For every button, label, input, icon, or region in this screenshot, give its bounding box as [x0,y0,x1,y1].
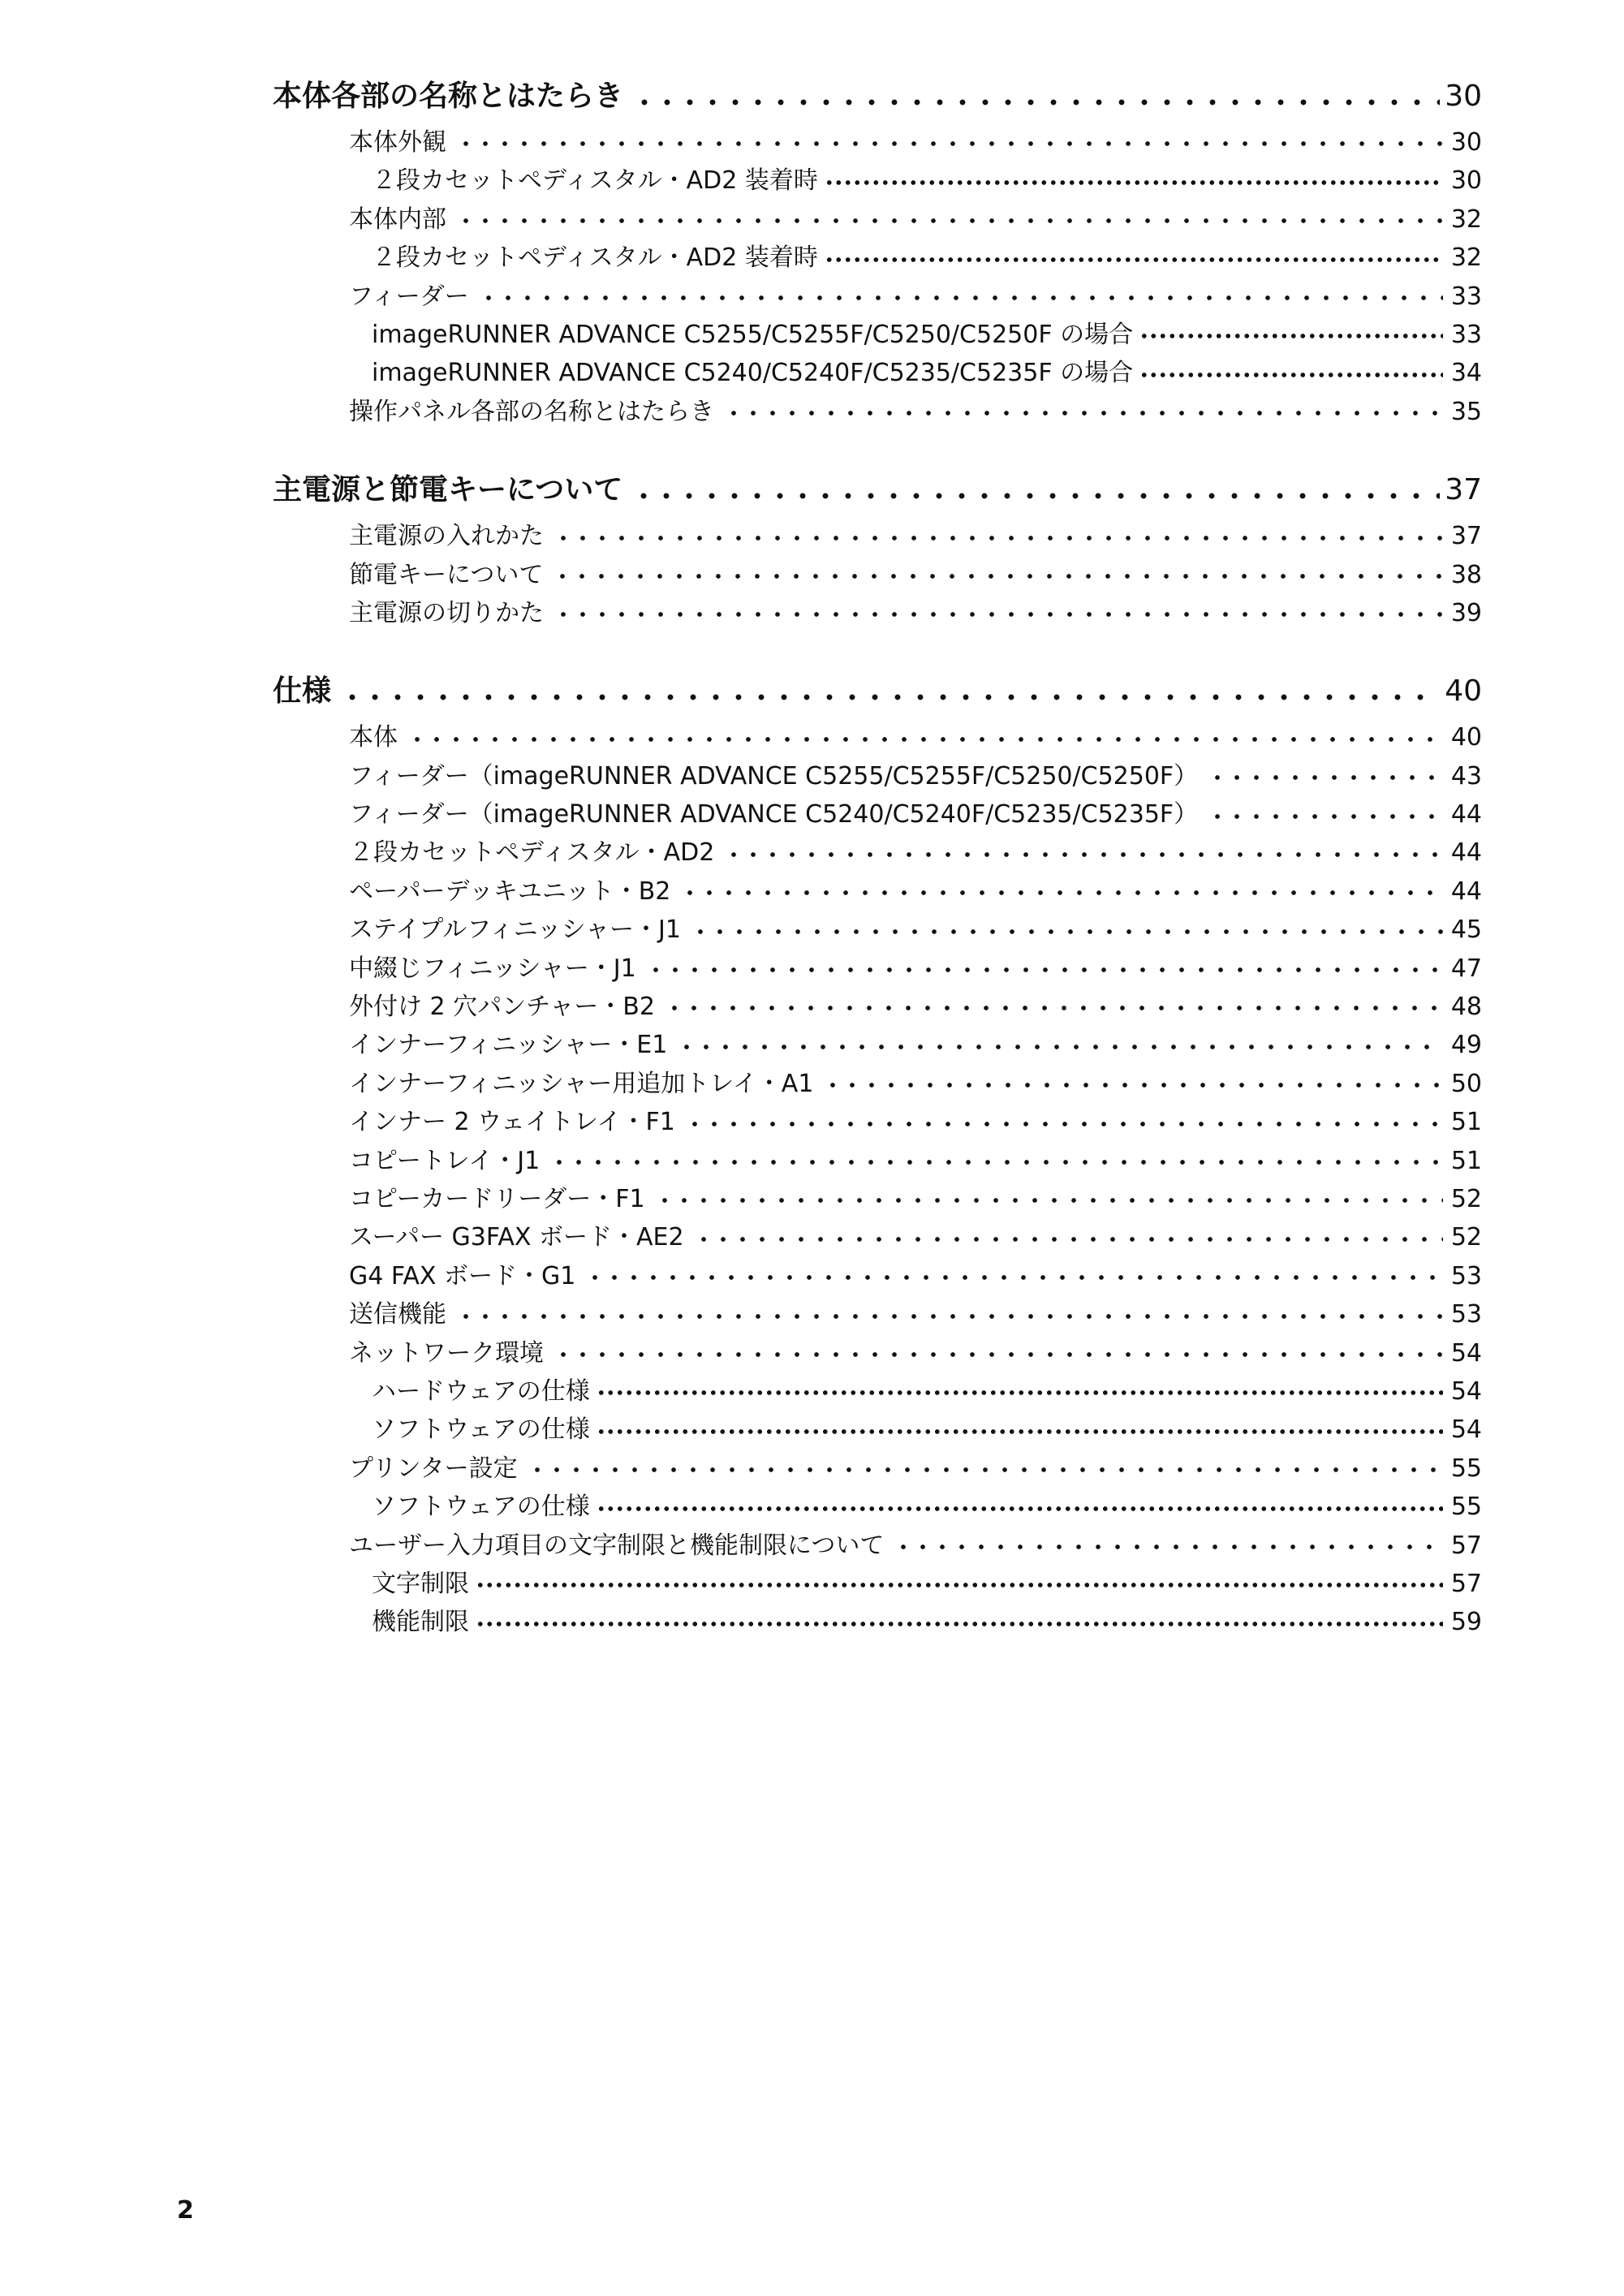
toc-section-heading[interactable] [273,73,1482,122]
dot-leader [628,73,1440,122]
dot-leader [823,160,1443,198]
dot-leader [627,467,1440,515]
toc-section [273,668,1482,1639]
toc-entry-title: 本体各部の名称とはたらき [273,80,624,113]
toc-entry-page: 57 [1450,1569,1482,1598]
toc-entry[interactable] [273,794,1482,832]
toc-entry-page: 55 [1450,1493,1482,1522]
toc-entry-page: 35 [1450,397,1482,426]
toc-entry-title: フィーダー [349,282,469,311]
dot-leader [595,1409,1443,1447]
toc-subentry[interactable] [273,1601,1482,1639]
toc-section [273,73,1482,429]
dot-leader [1203,794,1443,832]
toc-entry[interactable] [273,1217,1482,1255]
toc-entry[interactable] [273,122,1482,160]
toc-subentry[interactable] [273,160,1482,198]
toc-entry-title: 主電源と節電キーについて [273,473,623,507]
dot-leader [686,909,1443,947]
toc-entry-title: ネットワーク環境 [349,1338,544,1368]
toc-entry-title: 本体外観 [349,128,446,157]
toc-entry-page: 45 [1450,915,1482,945]
toc-subentry[interactable] [273,1409,1482,1447]
dot-leader [641,948,1443,986]
toc-entry-page: 57 [1450,1531,1482,1560]
toc-entry[interactable] [273,515,1482,554]
dot-leader [719,832,1443,870]
toc-entry-page: 55 [1450,1454,1482,1483]
toc-entry-page: 30 [1450,128,1482,157]
toc-entry-title: スーパー G3FAX ボード・AE2 [349,1223,684,1252]
toc-entry[interactable] [273,1178,1482,1217]
toc-entry[interactable] [273,199,1482,237]
toc-entry-page: 44 [1450,877,1482,906]
dot-leader [580,1256,1443,1294]
toc-entry-page: 52 [1450,1223,1482,1252]
toc-entry-title: コピーカードリーダー・F1 [349,1184,645,1213]
toc-entry-page: 37 [1445,473,1482,507]
toc-entry-page: 38 [1450,560,1482,589]
toc-entry-page: 30 [1450,166,1482,196]
toc-entry-title: G4 FAX ボード・G1 [349,1261,576,1290]
toc-entry[interactable] [273,717,1482,755]
table-of-contents [273,73,1482,1678]
toc-entry-title: プリンター設定 [349,1454,518,1483]
toc-entry-page: 47 [1450,954,1482,983]
dot-leader [595,1371,1443,1409]
dot-leader [1138,352,1443,390]
toc-entry-title: フィーダー（imageRUNNER ADVANCE C5255/C5255F/C5250/C5250F） [349,761,1199,790]
toc-subentry[interactable] [273,1486,1482,1524]
toc-section [273,467,1482,631]
toc-entry-title: 機能制限 [372,1608,469,1637]
dot-leader [823,237,1443,275]
dot-leader [451,122,1443,160]
toc-subentry[interactable] [273,352,1482,390]
toc-entry-page: 44 [1450,838,1482,868]
toc-entry[interactable] [273,909,1482,947]
dot-leader [1138,314,1443,352]
toc-entry[interactable] [273,1256,1482,1294]
dot-leader [660,986,1443,1024]
toc-entry-page: 33 [1450,320,1482,349]
toc-entry-title: インナーフィニッシャー用追加トレイ・A1 [349,1069,814,1098]
toc-entry-title: ユーザー入力項目の文字制限と機能制限について [349,1531,885,1560]
toc-entry-title: 主電源の入れかた [349,522,544,551]
toc-entry-title: 中綴じフィニッシャー・J1 [349,954,636,983]
toc-entry-page: 51 [1450,1108,1482,1137]
toc-entry-title: 文字制限 [372,1569,469,1598]
toc-entry-title: 本体内部 [349,205,446,234]
toc-entry[interactable] [273,1024,1482,1062]
toc-entry-page: 59 [1450,1608,1482,1637]
dot-leader [474,1601,1443,1639]
toc-entry[interactable] [273,1448,1482,1486]
toc-entry-title: ステイプルフィニッシャー・J1 [349,915,681,945]
toc-entry-page: 51 [1450,1146,1482,1175]
toc-entry-page: 43 [1450,761,1482,790]
toc-entry-title: ２段カセットペディスタル・AD2 [349,838,715,868]
dot-leader [403,717,1443,755]
toc-entry-title: imageRUNNER ADVANCE C5255/C5255F/C5250/C5250F の場合 [372,320,1134,349]
dot-leader [549,592,1443,631]
toc-entry-page: 52 [1450,1184,1482,1213]
dot-leader [451,199,1443,237]
dot-leader [680,1101,1443,1139]
toc-subentry[interactable] [273,314,1482,352]
dot-leader [675,871,1443,909]
toc-entry[interactable] [273,832,1482,870]
toc-entry-title: imageRUNNER ADVANCE C5240/C5240F/C5235/C5235F の場合 [372,359,1134,388]
toc-entry[interactable] [273,1333,1482,1371]
toc-entry[interactable] [273,1525,1482,1563]
toc-entry-page: 50 [1450,1069,1482,1098]
toc-section-heading[interactable] [273,668,1482,717]
toc-entry-page: 32 [1450,243,1482,273]
toc-entry-title: ソフトウェアの仕様 [372,1415,590,1445]
toc-subentry[interactable] [273,1563,1482,1601]
toc-entry-page: 49 [1450,1031,1482,1060]
dot-leader [549,1333,1443,1371]
dot-leader [1203,756,1443,794]
toc-entry-page: 30 [1445,80,1482,113]
toc-entry-page: 40 [1450,723,1482,752]
toc-subentry[interactable] [273,237,1482,275]
toc-entry[interactable] [273,592,1482,631]
toc-section-heading[interactable] [273,467,1482,515]
dot-leader [336,668,1440,717]
dot-leader [689,1217,1443,1255]
toc-entry-title: 本体 [349,723,398,752]
toc-entry-title: インナー 2 ウェイトレイ・F1 [349,1108,675,1137]
toc-entry[interactable] [273,1101,1482,1139]
toc-entry-title: フィーダー（imageRUNNER ADVANCE C5240/C5240F/C5235/C5235F） [349,800,1199,829]
toc-entry-title: ２段カセットペディスタル・AD2 装着時 [372,243,818,273]
toc-entry-page: 34 [1450,359,1482,388]
toc-entry[interactable] [273,1294,1482,1332]
toc-entry-title: ハードウェアの仕様 [372,1376,590,1406]
toc-entry[interactable] [273,554,1482,592]
dot-leader [818,1063,1443,1101]
dot-leader [545,1140,1443,1178]
toc-entry-title: コピートレイ・J1 [349,1146,541,1175]
toc-entry-title: 節電キーについて [349,560,544,589]
dot-leader [474,1563,1443,1601]
toc-entry[interactable] [273,276,1482,314]
toc-entry[interactable] [273,1063,1482,1101]
toc-entry-page: 40 [1445,674,1482,709]
toc-entry-page: 48 [1450,993,1482,1022]
toc-entry-page: 54 [1450,1338,1482,1368]
toc-entry-page: 54 [1450,1376,1482,1406]
toc-entry[interactable] [273,756,1482,794]
dot-leader [451,1294,1443,1332]
toc-entry-page: 54 [1450,1415,1482,1445]
toc-entry-page: 53 [1450,1300,1482,1329]
dot-leader [595,1486,1443,1524]
toc-entry-page: 53 [1450,1261,1482,1290]
toc-entry-title: 仕様 [273,674,332,709]
toc-entry-title: 送信機能 [349,1300,446,1329]
dot-leader [672,1024,1443,1062]
toc-entry-title: ペーパーデッキユニット・B2 [349,877,671,906]
toc-entry-title: インナーフィニッシャー・E1 [349,1031,668,1060]
toc-entry-title: ソフトウェアの仕様 [372,1493,590,1522]
dot-leader [650,1178,1443,1217]
toc-entry[interactable] [273,948,1482,986]
toc-entry-page: 37 [1450,522,1482,551]
toc-subentry[interactable] [273,1371,1482,1409]
toc-entry-page: 32 [1450,205,1482,234]
dot-leader [474,276,1443,314]
toc-entry[interactable] [273,871,1482,909]
dot-leader [548,554,1443,592]
page-number: 2 [177,2196,194,2225]
toc-entry-page: 39 [1450,598,1482,627]
dot-leader [889,1525,1443,1563]
toc-entry-title: 操作パネル各部の名称とはたらき [349,397,714,426]
toc-entry-title: 主電源の切りかた [349,598,544,627]
toc-entry-page: 44 [1450,800,1482,829]
toc-entry-title: ２段カセットペディスタル・AD2 装着時 [372,166,818,196]
toc-entry-page: 33 [1450,282,1482,311]
dot-leader [719,391,1443,429]
toc-entry-title: 外付け 2 穴パンチャー・B2 [349,993,655,1022]
dot-leader [523,1448,1443,1486]
toc-entry[interactable] [273,1140,1482,1178]
toc-entry[interactable] [273,391,1482,429]
toc-entry[interactable] [273,986,1482,1024]
dot-leader [549,515,1443,554]
